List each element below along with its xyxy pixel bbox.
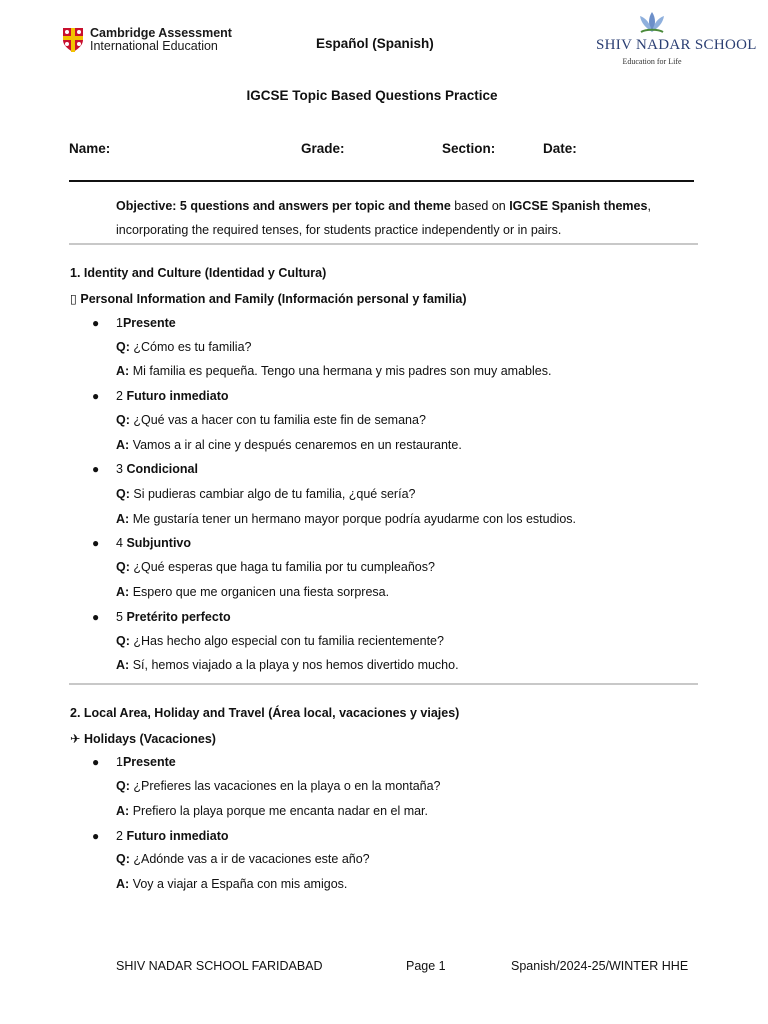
bullet-icon: ● — [92, 829, 100, 843]
list-item-tense — [116, 316, 176, 330]
cambridge-shield-icon — [62, 27, 84, 53]
shiv-nadar-logo — [596, 10, 757, 72]
section1-subheading: ▯ Personal Information and Family (Información personal y familia) — [70, 292, 467, 306]
section2-heading: 2. Local Area, Holiday and Travel (Área local, vacaciones y viajes) — [70, 706, 460, 720]
a-label: A: — [116, 585, 130, 599]
objective-block — [116, 194, 676, 242]
list-item-tense — [116, 610, 231, 624]
list-item-tense — [116, 755, 176, 769]
answer-text: Me gustaría tener un hermano mayor porque podría ayudarme con los estudios. — [132, 512, 576, 526]
list-item-question — [116, 487, 415, 501]
item-tense: Pretérito perfecto — [126, 610, 231, 624]
list-item-tense — [116, 536, 191, 550]
list-item-question — [116, 779, 441, 793]
q-label: Q: — [116, 852, 130, 866]
item-number: 4 — [116, 536, 127, 550]
a-label: A: — [116, 877, 130, 891]
bullet-icon: ● — [92, 755, 100, 769]
footer-doc-code: Spanish/2024-25/WINTER HHE — [511, 959, 689, 973]
list-item-answer — [116, 512, 576, 526]
item-tense: Condicional — [126, 462, 198, 476]
item-tense: Presente — [122, 755, 176, 769]
section1-heading: 1. Identity and Culture (Identidad y Cultura) — [70, 266, 327, 280]
list-item-answer — [116, 364, 551, 378]
bullet-icon: ● — [92, 316, 100, 330]
objective-mid: based on — [450, 199, 510, 213]
list-item-question — [116, 340, 251, 354]
cambridge-line1: Cambridge Assessment — [90, 26, 232, 40]
item-tense: Futuro inmediato — [126, 389, 229, 403]
item-tense: Futuro inmediato — [126, 829, 229, 843]
cambridge-logo — [62, 24, 237, 56]
answer-text: Mi familia es pequeña. Tengo una hermana y mis padres son muy amables. — [132, 364, 552, 378]
a-label: A: — [116, 804, 130, 818]
bullet-icon: ● — [92, 610, 100, 624]
bullet-icon: ● — [92, 389, 100, 403]
section-field-label: Section: — [442, 141, 496, 156]
question-text: Si pudieras cambiar algo de tu familia, ¿qué sería? — [133, 487, 416, 501]
list-item-question — [116, 634, 444, 648]
answer-text: Prefiero la playa porque me encanta nadar en el mar. — [132, 804, 429, 818]
date-field-label: Date: — [543, 141, 577, 156]
q-label: Q: — [116, 779, 130, 793]
q-label: Q: — [116, 560, 130, 574]
question-text: ¿Qué vas a hacer con tu familia este fin de semana? — [133, 413, 426, 427]
item-number: 3 — [116, 462, 127, 476]
lotus-icon — [635, 10, 669, 34]
fields-underline — [69, 180, 694, 182]
list-item-answer — [116, 877, 347, 891]
answer-text: Vamos a ir al cine y después cenaremos en un restaurante. — [132, 438, 462, 452]
q-label: Q: — [116, 340, 130, 354]
question-text: ¿Qué esperas que haga tu familia por tu cumpleaños? — [133, 560, 435, 574]
document-title: IGCSE Topic Based Questions Practice — [246, 88, 498, 103]
list-item-tense — [116, 829, 229, 843]
answer-text: Espero que me organicen una fiesta sorpresa. — [132, 585, 390, 599]
a-label: A: — [116, 658, 130, 672]
list-item-question — [116, 852, 370, 866]
list-item-answer — [116, 804, 428, 818]
school-tagline: Education for Life — [622, 57, 682, 66]
bullet-icon: ● — [92, 536, 100, 550]
answer-text: Sí, hemos viajado a la playa y nos hemos divertido mucho. — [132, 658, 459, 672]
subject-title: Español (Spanish) — [316, 36, 434, 51]
list-item-tense — [116, 462, 198, 476]
a-label: A: — [116, 364, 130, 378]
a-label: A: — [116, 512, 130, 526]
grade-field-label: Grade: — [301, 141, 345, 156]
footer-school: SHIV NADAR SCHOOL FARIDABAD — [116, 959, 323, 973]
list-item-answer — [116, 585, 389, 599]
list-item-answer — [116, 438, 462, 452]
item-number: 2 — [116, 829, 127, 843]
item-tense: Presente — [122, 316, 176, 330]
item-tense: Subjuntivo — [126, 536, 192, 550]
q-label: Q: — [116, 634, 130, 648]
a-label: A: — [116, 438, 130, 452]
question-text: ¿Adónde vas a ir de vacaciones este año? — [133, 852, 370, 866]
q-label: Q: — [116, 487, 130, 501]
school-name: SHIV NADAR SCHOOL — [596, 37, 757, 53]
list-item-question — [116, 413, 426, 427]
objective-themes: IGCSE Spanish themes — [509, 199, 648, 213]
question-text: ¿Prefieres las vacaciones en la playa o en la montaña? — [133, 779, 441, 793]
objective-end: , — [647, 199, 651, 213]
question-text: ¿Cómo es tu familia? — [133, 340, 252, 354]
name-field-label: Name: — [69, 141, 111, 156]
divider-2 — [69, 683, 698, 685]
question-text: ¿Has hecho algo especial con tu familia recientemente? — [133, 634, 444, 648]
objective-line2: incorporating the required tenses, for students practice independently or in pairs. — [116, 223, 562, 237]
list-item-question — [116, 560, 435, 574]
list-item-tense — [116, 389, 229, 403]
footer-page-number: Page 1 — [406, 959, 446, 973]
q-label: Q: — [116, 413, 130, 427]
divider-1 — [69, 243, 698, 245]
section2-subheading: ✈ Holidays (Vacaciones) — [70, 732, 216, 746]
bullet-icon: ● — [92, 462, 100, 476]
objective-label: Objective: 5 questions and answers per topic and theme — [116, 199, 451, 213]
item-number: 1 — [116, 755, 123, 769]
list-item-answer — [116, 658, 459, 672]
cambridge-line2: International Education — [90, 39, 218, 53]
item-number: 1 — [116, 316, 123, 330]
item-number: 5 — [116, 610, 127, 624]
item-number: 2 — [116, 389, 127, 403]
answer-text: Voy a viajar a España con mis amigos. — [132, 877, 348, 891]
